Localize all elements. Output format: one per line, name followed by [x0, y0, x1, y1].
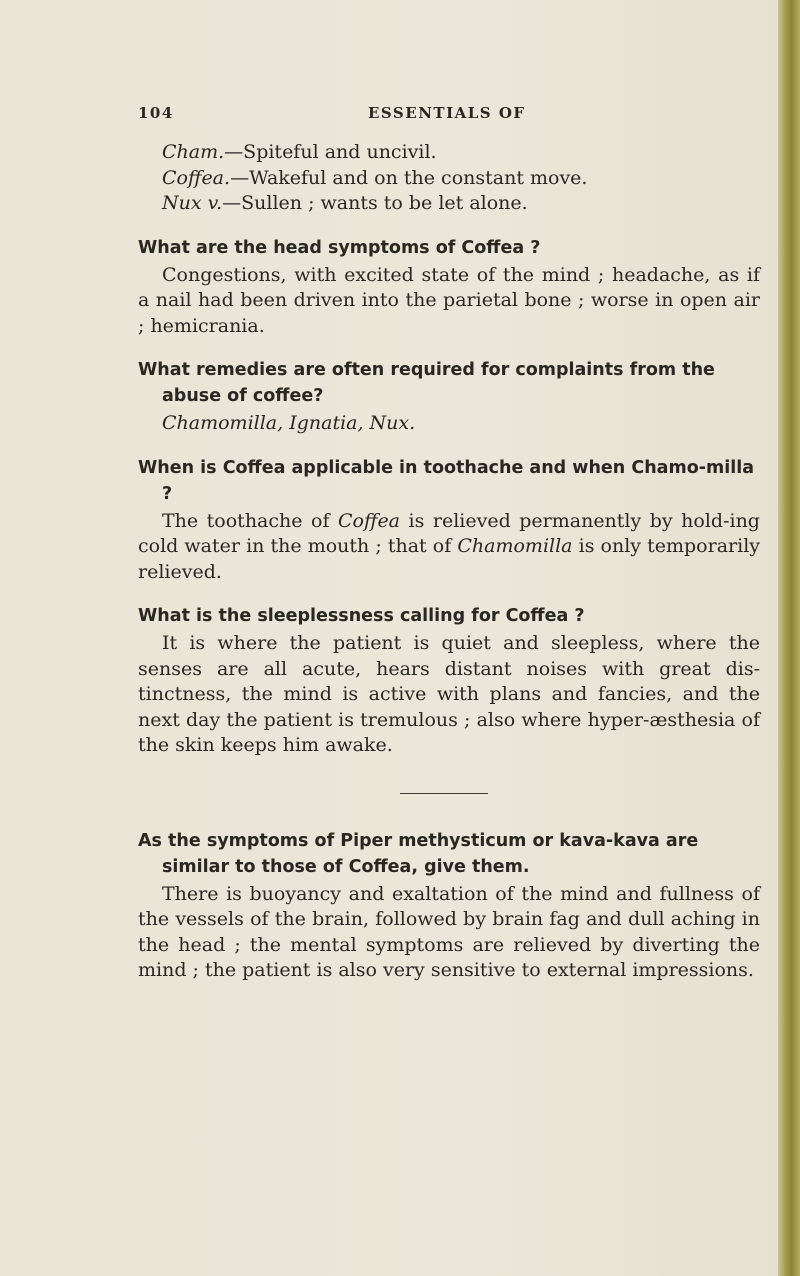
answer-text: is only temporarily relieved. — [138, 535, 761, 583]
remedy-desc: —Wakeful and on the constant move. — [230, 166, 588, 189]
answer-remedies: Chamomilla, Ignatia, Nux. — [162, 412, 416, 434]
list-item — [138, 140, 760, 166]
remedy-desc: —Sullen ; wants to be let alone. — [222, 192, 528, 214]
question: What are the head symptoms of Coffea ? — [138, 237, 541, 258]
list-item — [138, 191, 760, 217]
page-number: 104 — [138, 104, 174, 122]
remedy-name: Nux v. — [162, 192, 223, 214]
answer-remedy: Coffea — [338, 509, 401, 532]
list-item — [138, 166, 760, 192]
answer-text: The toothache of — [162, 509, 338, 532]
page-edge — [778, 0, 800, 1276]
question: What remedies are often required for complaints from the abuse of coffee? — [138, 360, 715, 406]
answer: Congestions, with excited state of the mind ; headache, as if a nail had been driven into the parietal bone ; worse in open air ; hemicrania. — [138, 263, 760, 337]
remedy-desc: —Spiteful and uncivil. — [224, 141, 437, 163]
answer — [138, 411, 760, 437]
page-header — [138, 104, 738, 128]
answer-remedy: Chamomilla — [457, 535, 573, 557]
question: What is the sleeplessness calling for Coffea ? — [138, 606, 585, 626]
answer-text: is relieved permanently by hold-ing cold water in the mouth ; that of — [138, 509, 760, 557]
remedy-name: Cham. — [162, 141, 225, 163]
remedy-name: Coffea. — [162, 166, 231, 189]
running-title: ESSENTIALS OF — [368, 104, 526, 122]
page-body — [138, 140, 760, 984]
section-divider — [400, 793, 488, 794]
answer: There is buoyancy and exaltation of the mind and fullness of the vessels of the brain, followed by brain fag and dull aching in the head ; the mental symptoms are relieved by diverting the mind ; the patient is also very sensitive to external impressions. — [138, 882, 760, 981]
question: As the symptoms of Piper methysticum or kava-kava are similar to those of Coffea, give them. — [138, 830, 699, 877]
answer: It is where the patient is quiet and sleepless, where the senses are all acute, hears distant noises with great dis-tinctness, the mind is active with plans and fancies, and the next day the patient is tremulous ; also where hyper-æsthesia of the skin keeps him awake. — [138, 632, 760, 756]
question: When is Coffea applicable in toothache and when Chamo-milla ? — [138, 457, 755, 504]
answer — [138, 509, 760, 586]
